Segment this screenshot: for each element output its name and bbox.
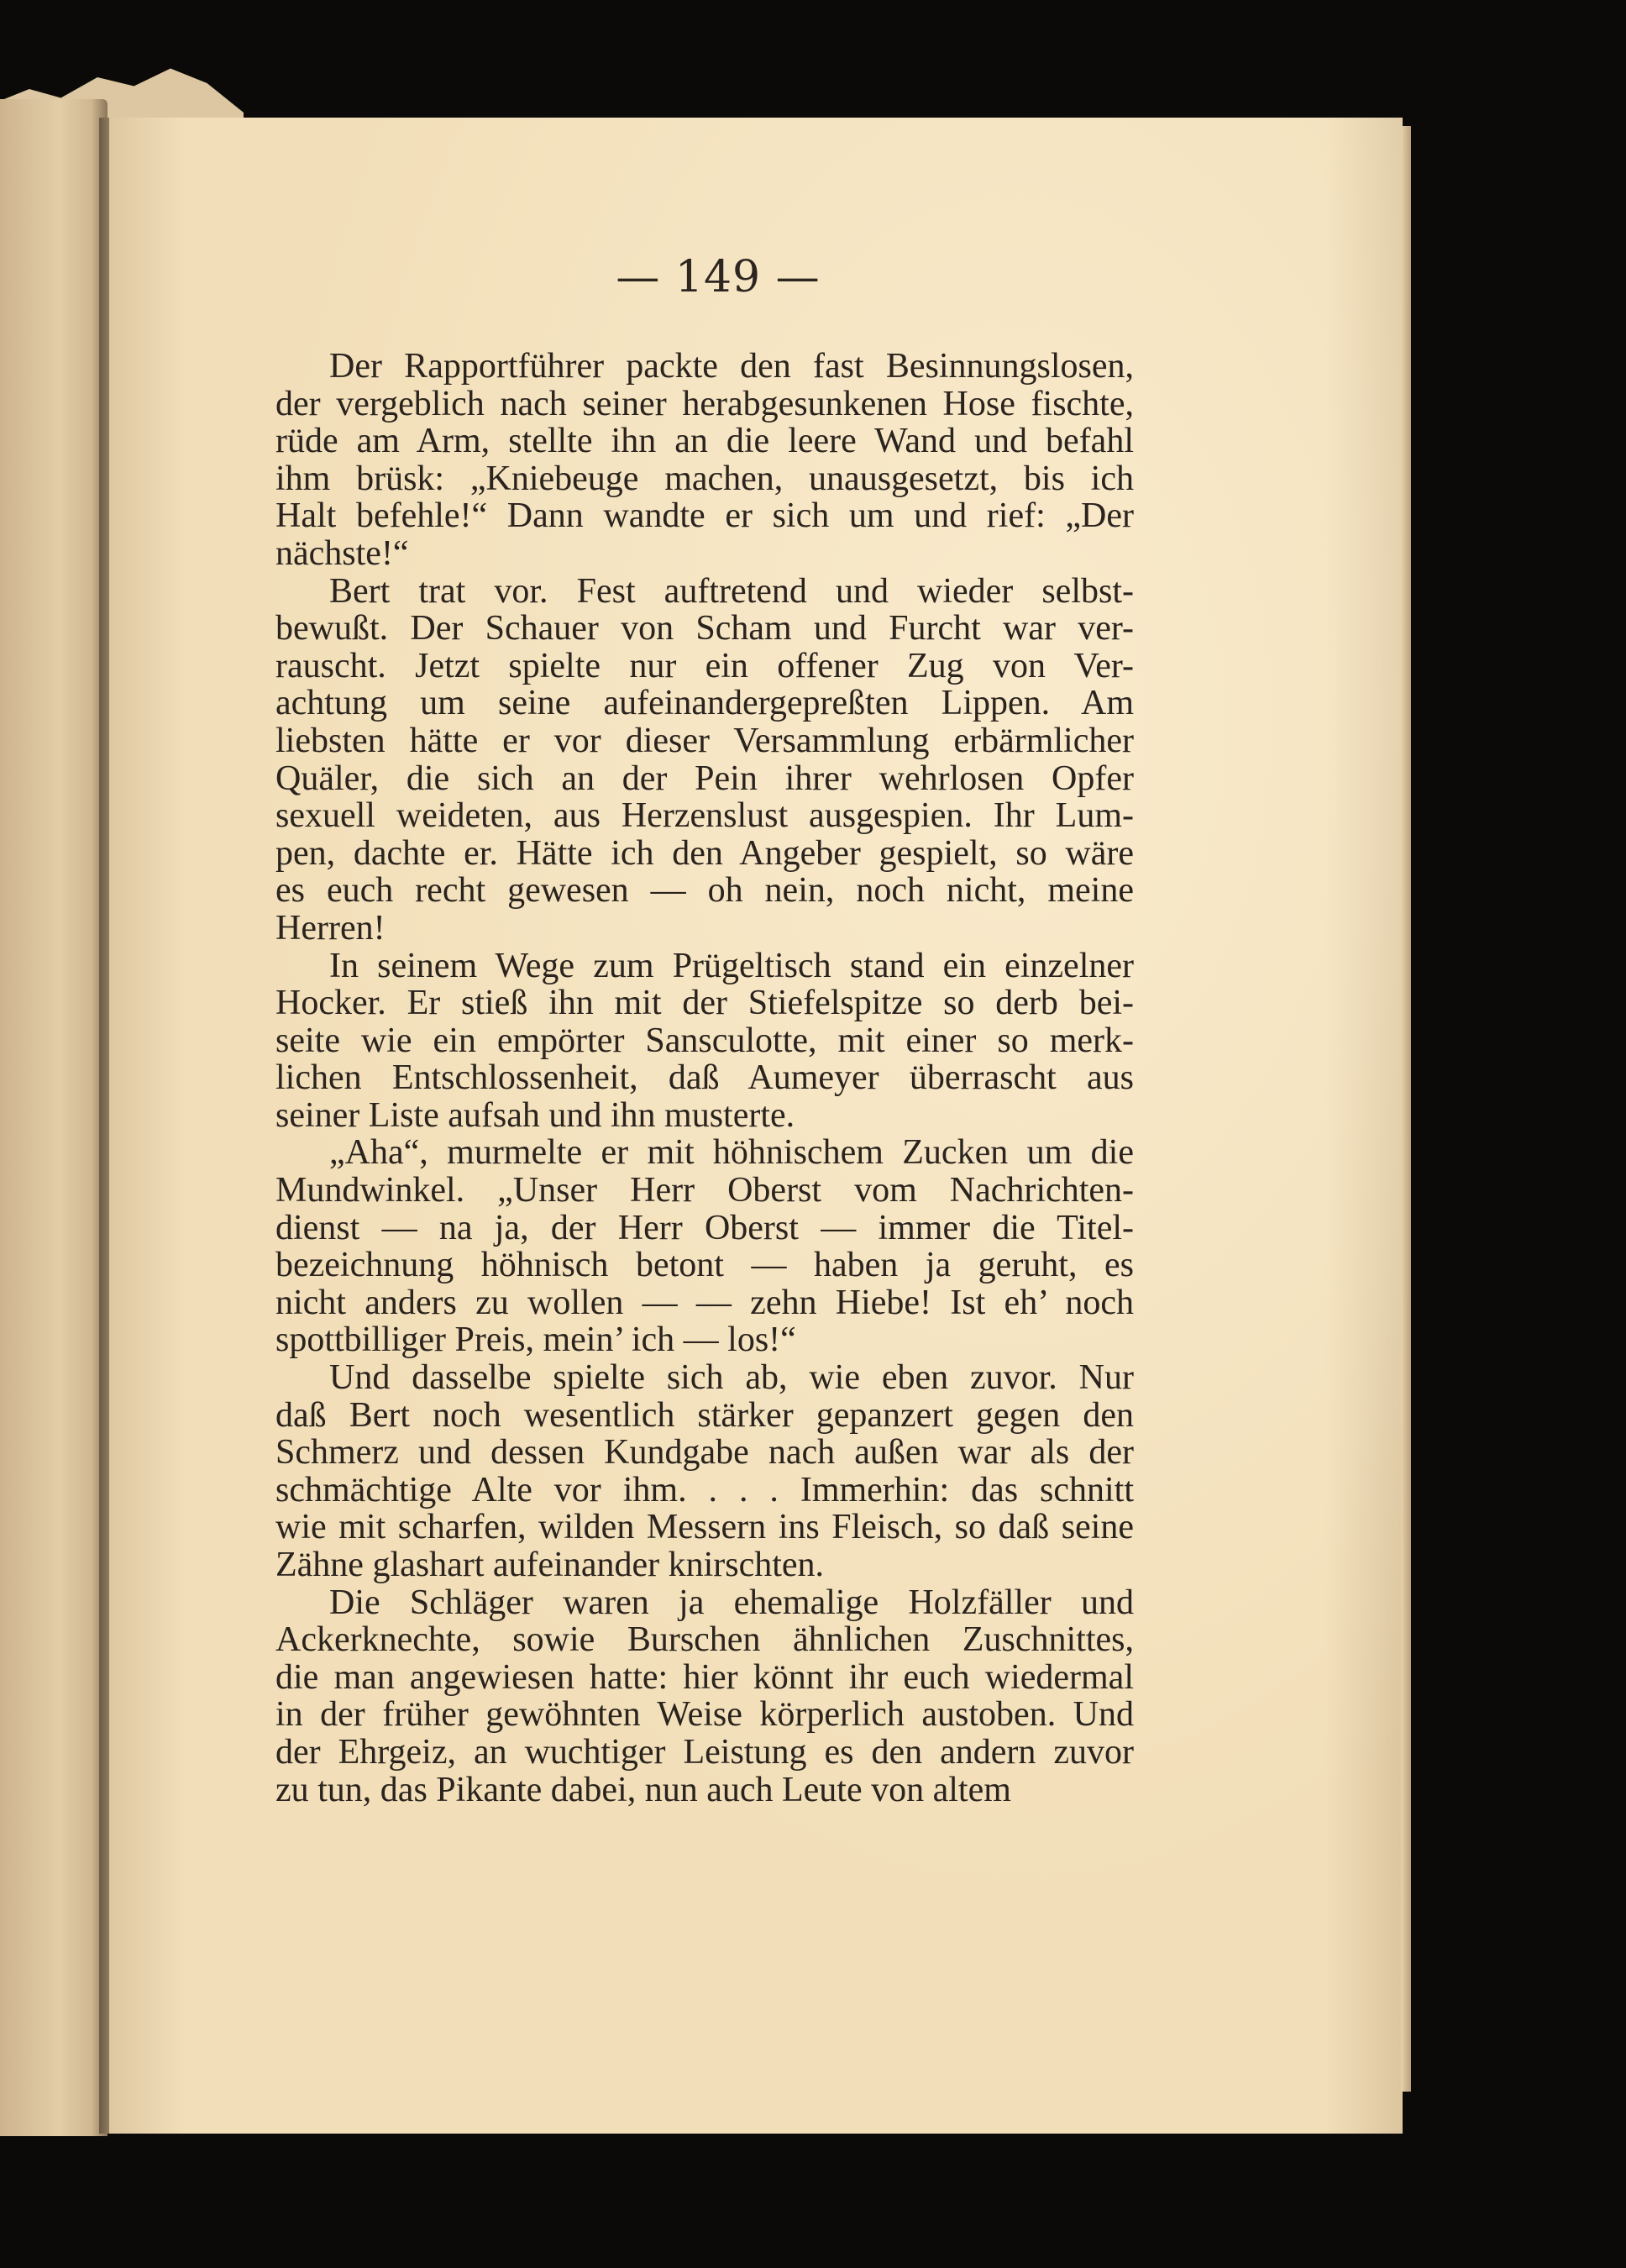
text-line: zu tun, das Pikante dabei, nun auch Leute von altem (275, 1770, 1011, 1809)
paragraph (275, 348, 1134, 573)
text-line: „Aha“, murmelte er mit höhnischem Zucken um die (329, 1133, 1134, 1173)
text-line: dienst — na ja, der Herr Oberst — immer die Titel- (275, 1208, 1134, 1247)
paragraph (275, 573, 1134, 948)
left-page-edge (0, 99, 108, 2136)
text-line: In seinem Wege zum Prügeltisch stand ein einzelner (329, 946, 1134, 985)
paragraph (275, 1359, 1134, 1584)
text-line: sexuell weideten, aus Herzenslust ausgespien. Ihr Lum- (275, 796, 1134, 836)
page-number: — 149 — (616, 252, 821, 302)
text-line: Und dasselbe spielte sich ab, wie eben zuvor. Nur (329, 1358, 1134, 1398)
text-line: seiner Liste aufsah und ihn musterte. (275, 1095, 795, 1135)
text-line: rauscht. Jetzt spielte nur ein offener Zug von Ver- (275, 646, 1134, 685)
text-line: rüde am Arm, stellte ihn an die leere Wand und befahl (275, 422, 1134, 461)
text-line: Mundwinkel. „Unser Herr Oberst vom Nachrichten- (275, 1171, 1134, 1210)
text-line: in der früher gewöhnten Weise körperlich austoben. Und (275, 1695, 1134, 1735)
text-line: Die Schläger waren ja ehemalige Holzfäller und (329, 1583, 1134, 1622)
text-line: die man angewiesen hatte: hier könnt ihr euch wiedermal (275, 1657, 1134, 1697)
text-line: bewußt. Der Schauer von Scham und Furcht war ver- (275, 609, 1134, 648)
text-line: Quäler, die sich an der Pein ihrer wehrlosen Opfer (275, 759, 1134, 798)
text-line: seite wie ein empörter Sansculotte, mit einer so merk- (275, 1021, 1134, 1060)
text-line: Der Rapportführer packte den fast Besinnungslosen, (329, 347, 1134, 386)
text-line: pen, dachte er. Hätte ich den Angeber gespielt, so wäre (275, 833, 1134, 873)
text-line: der Ehrgeiz, an wuchtiger Leistung es den andern zuvor (275, 1732, 1134, 1772)
text-line: Herren! (275, 908, 386, 948)
page-body-text (275, 348, 1134, 1809)
text-line: ihm brüsk: „Kniebeuge machen, unausgesetzt, bis ich (275, 459, 1134, 498)
text-line: es euch recht gewesen — oh nein, noch nicht, meine (275, 871, 1134, 911)
text-line: Bert trat vor. Fest auftretend und wieder selbst- (329, 571, 1134, 611)
paragraph (275, 1584, 1134, 1809)
text-line: liebsten hätte er vor dieser Versammlung erbärmlicher (275, 721, 1134, 760)
text-line: spottbilliger Preis, mein’ ich — los!“ (275, 1320, 796, 1360)
text-line: der vergeblich nach seiner herabgesunkenen Hose fischte, (275, 384, 1134, 423)
text-line: schmächtige Alte vor ihm. . . . Immerhin: das schnitt (275, 1470, 1134, 1509)
text-line: Schmerz und dessen Kundgabe nach außen war als der (275, 1433, 1134, 1473)
text-line: daß Bert noch wesentlich stärker gepanzert gegen den (275, 1395, 1134, 1435)
text-line: nächste!“ (275, 533, 409, 573)
page-stack-edge (1401, 126, 1411, 2092)
paragraph (275, 1134, 1134, 1359)
text-line: Halt befehle!“ Dann wandte er sich um und rief: „Der (275, 496, 1134, 536)
text-line: nicht anders zu wollen — — zehn Hiebe! Ist eh’ noch (275, 1283, 1134, 1322)
text-line: Hocker. Er stieß ihn mit der Stiefelspitze so derb bei- (275, 984, 1134, 1023)
text-line: wie mit scharfen, wilden Messern ins Fleisch, so daß seine (275, 1508, 1134, 1547)
text-line: bezeichnung höhnisch betont — haben ja geruht, es (275, 1246, 1134, 1285)
text-line: Ackerknechte, sowie Burschen ähnlichen Zuschnittes, (275, 1620, 1134, 1660)
paragraph (275, 948, 1134, 1135)
text-line: lichen Entschlossenheit, daß Aumeyer überrascht aus (275, 1058, 1134, 1098)
text-line: Zähne glashart aufeinander knirschten. (275, 1546, 825, 1584)
text-line: achtung um seine aufeinandergepreßten Lippen. Am (275, 684, 1134, 723)
